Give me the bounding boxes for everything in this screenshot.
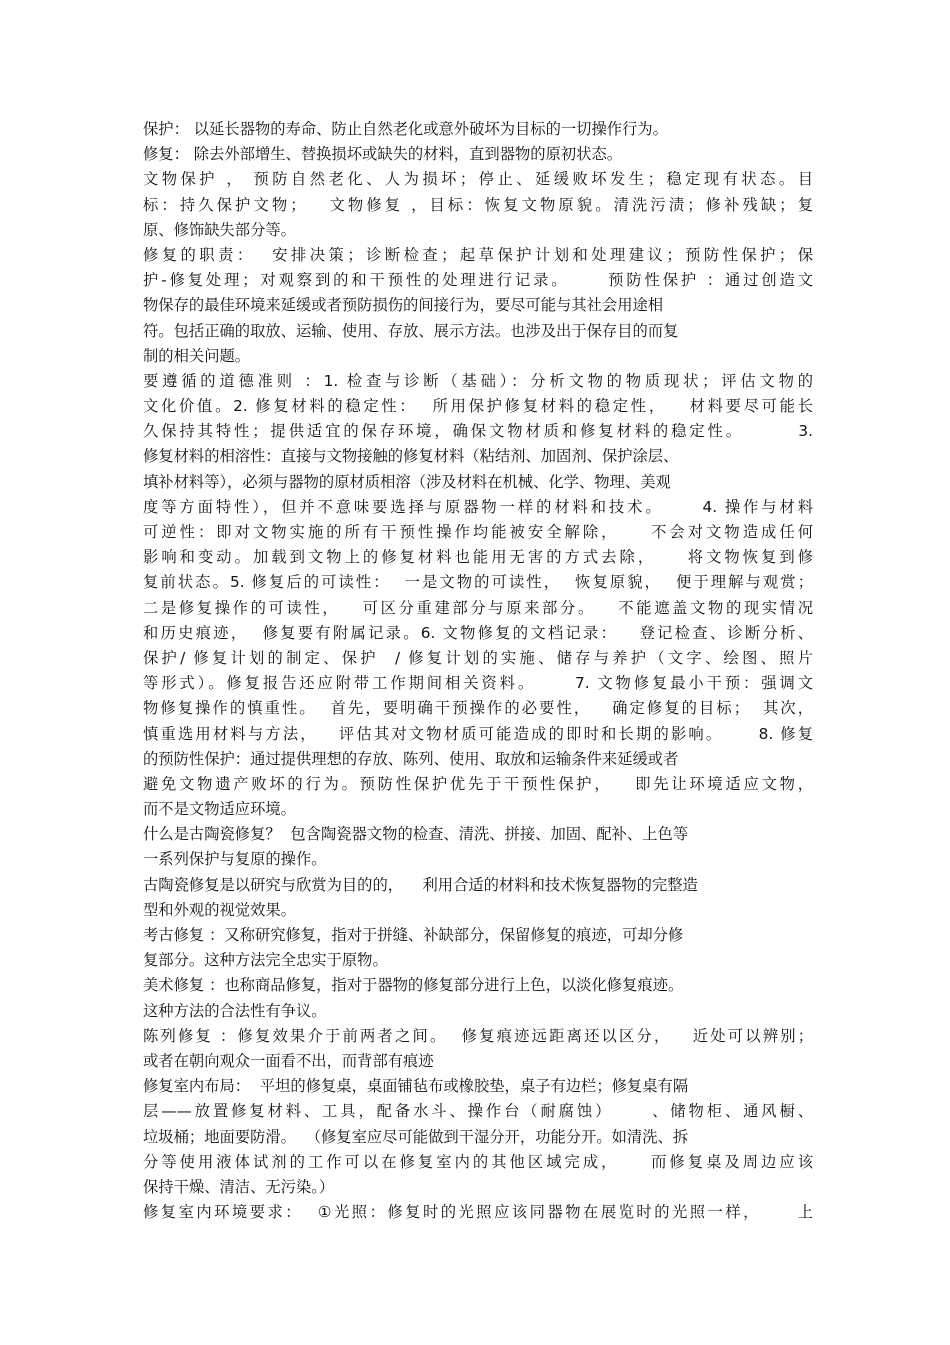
text-line: 这种方法的合法性有争议。 — [143, 1001, 327, 1020]
text-line: 可逆性：即对文物实施的所有干预性操作均能被安全解除， 不会对文物造成任何 — [143, 523, 813, 541]
text-line: 复部分。这种方法完全忠实于原物。 — [143, 951, 388, 970]
text-line: 久保持其特性；提供适宜的保存环境，确保文物材质和修复材料的稳定性。 3. — [143, 422, 813, 441]
text-line: 型和外观的视觉效果。 — [143, 900, 296, 919]
text-line: 或者在朝向观众一面看不出，而背部有痕迹 — [143, 1051, 434, 1070]
text-line: 修复的职责： 安排决策；诊断检查；起草保护计划和处理建议；预防性保护；保 — [143, 245, 813, 264]
text-line: 符。包括正确的取放、运输、使用、存放、展示方法。也涉及出于保存目的而复 — [143, 321, 679, 340]
text-line: 要遵循的道德准则 ：1. 检查与诊断（基础）：分析文物的物质现状；评估文物的 — [143, 371, 813, 390]
text-line: 分等使用液体试剂的工作可以在修复室内的其他区域完成， 而修复桌及周边应该 — [143, 1152, 813, 1171]
text-line: 文化价值。2. 修复材料的稳定性： 所用保护修复材料的稳定性， 材料要尽可能长 — [143, 397, 813, 416]
text-line: 填补材料等），必须与器物的原材质相溶（涉及材料在机械、化学、物理、美观 — [143, 472, 671, 491]
text-line: 物保存的最佳环境来延缓或者预防损伤的间接行为，要尽可能与其社会用途相 — [143, 296, 664, 315]
document-body — [143, 117, 813, 1225]
text-line: 的预防性保护：通过提供理想的存放、陈列、使用、取放和运输条件来延缓或者 — [143, 749, 679, 768]
text-line: 陈列修复 ：修复效果介于前两者之间。 修复痕迹远距离还以区分， 近处可以辨别； — [143, 1026, 813, 1045]
text-line: 垃圾桶；地面要防滑。 （修复室应尽可能做到干湿分开，功能分开。如清洗、拆 — [143, 1127, 689, 1146]
text-line: 修复材料的相溶性：直接与文物接触的修复材料（粘结剂、加固剂、保护涂层、 — [143, 447, 679, 466]
text-line: 考古修复 ：又称研究修复，指对于拼缝、补缺部分，保留修复的痕迹，可却分修 — [143, 926, 684, 944]
text-line: 保持干燥、清洁、无污染。） — [143, 1177, 335, 1196]
text-line: 标：持久保护文物； 文物修复 ，目标：恢复文物原貌。清洗污渍；修补残缺；复 — [143, 195, 813, 214]
text-line: 影响和变动。加载到文物上的修复材料也能用无害的方式去除， 将文物恢复到修 — [143, 548, 813, 567]
text-line: 层——放置修复材料、工具，配备水斗、操作台（耐腐蚀） 、储物柜、通风橱、 — [143, 1102, 813, 1121]
text-line: 慎重选用材料与方法， 评估其对文物材质可能造成的即时和长期的影响。 8. 修复 — [143, 724, 813, 743]
text-line: 修复室内环境要求： ①光照：修复时的光照应该同器物在展览时的光照一样， 上 — [143, 1203, 813, 1222]
text-line: 二是修复操作的可读性， 可区分重建部分与原来部分。 不能遮盖文物的现实情况 — [143, 598, 813, 617]
text-line: 物修复操作的慎重性。 首先，要明确干预操作的必要性， 确定修复的目标； 其次， — [143, 699, 813, 718]
text-line: 护-修复处理；对观察到的和干预性的处理进行记录。 预防性保护 ：通过创造文 — [143, 271, 813, 290]
text-line: 一系列保护与复原的操作。 — [143, 850, 327, 869]
text-line: 什么是古陶瓷修复？ 包含陶瓷器文物的检查、清洗、拼接、加固、配补、上色等 — [143, 825, 689, 844]
text-line: 度等方面特性），但并不意味要选择与原器物一样的材料和技术。 4. 操作与材料 — [143, 497, 813, 516]
text-line: 避免文物遗产败坏的行为。预防性保护优先于干预性保护， 即先让环境适应文物， — [143, 774, 813, 793]
text-line: 而不是文物适应环境。 — [143, 800, 296, 819]
text-line: 文物保护 ， 预防自然老化、人为损坏；停止、延缓败坏发生；稳定现有状态。目 — [143, 170, 813, 189]
text-line: 修复室内布局： 平坦的修复桌，桌面铺毡布或橡胶垫，桌子有边栏；修复桌有隔 — [143, 1077, 689, 1096]
text-line: 等形式）。修复报告还应附带工作期间相关资料。 7. 文物修复最小干预：强调文 — [143, 674, 813, 693]
text-line: 复前状态。5. 修复后的可读性： 一是文物的可读性， 恢复原貌， 便于理解与观赏； — [143, 573, 813, 592]
text-line: 保护： 以延长器物的寿命、防止自然老化或意外破坏为目标的一切操作行为。 — [143, 120, 668, 138]
text-line: 修复： 除去外部增生、替换损坏或缺失的材料，直到器物的原初状态。 — [143, 145, 623, 164]
text-line: 美术修复 ：也称商品修复，指对于器物的修复部分进行上色，以淡化修复痕迹。 — [143, 976, 684, 995]
text-line: 和历史痕迹， 修复要有附属记录。6. 文物修复的文档记录： 登记检查、诊断分析、 — [143, 623, 813, 642]
text-line: 制的相关问题。 — [143, 346, 251, 365]
text-line: 古陶瓷修复是以研究与欣赏为目的的， 利用合适的材料和技术恢复器物的完整造 — [143, 875, 698, 894]
text-line: 保护/ 修复计划的制定、保护 / 修复计划的实施、储存与养护（文字、绘图、照片 — [143, 648, 813, 667]
text-line: 原、修饰缺失部分等。 — [143, 220, 296, 239]
